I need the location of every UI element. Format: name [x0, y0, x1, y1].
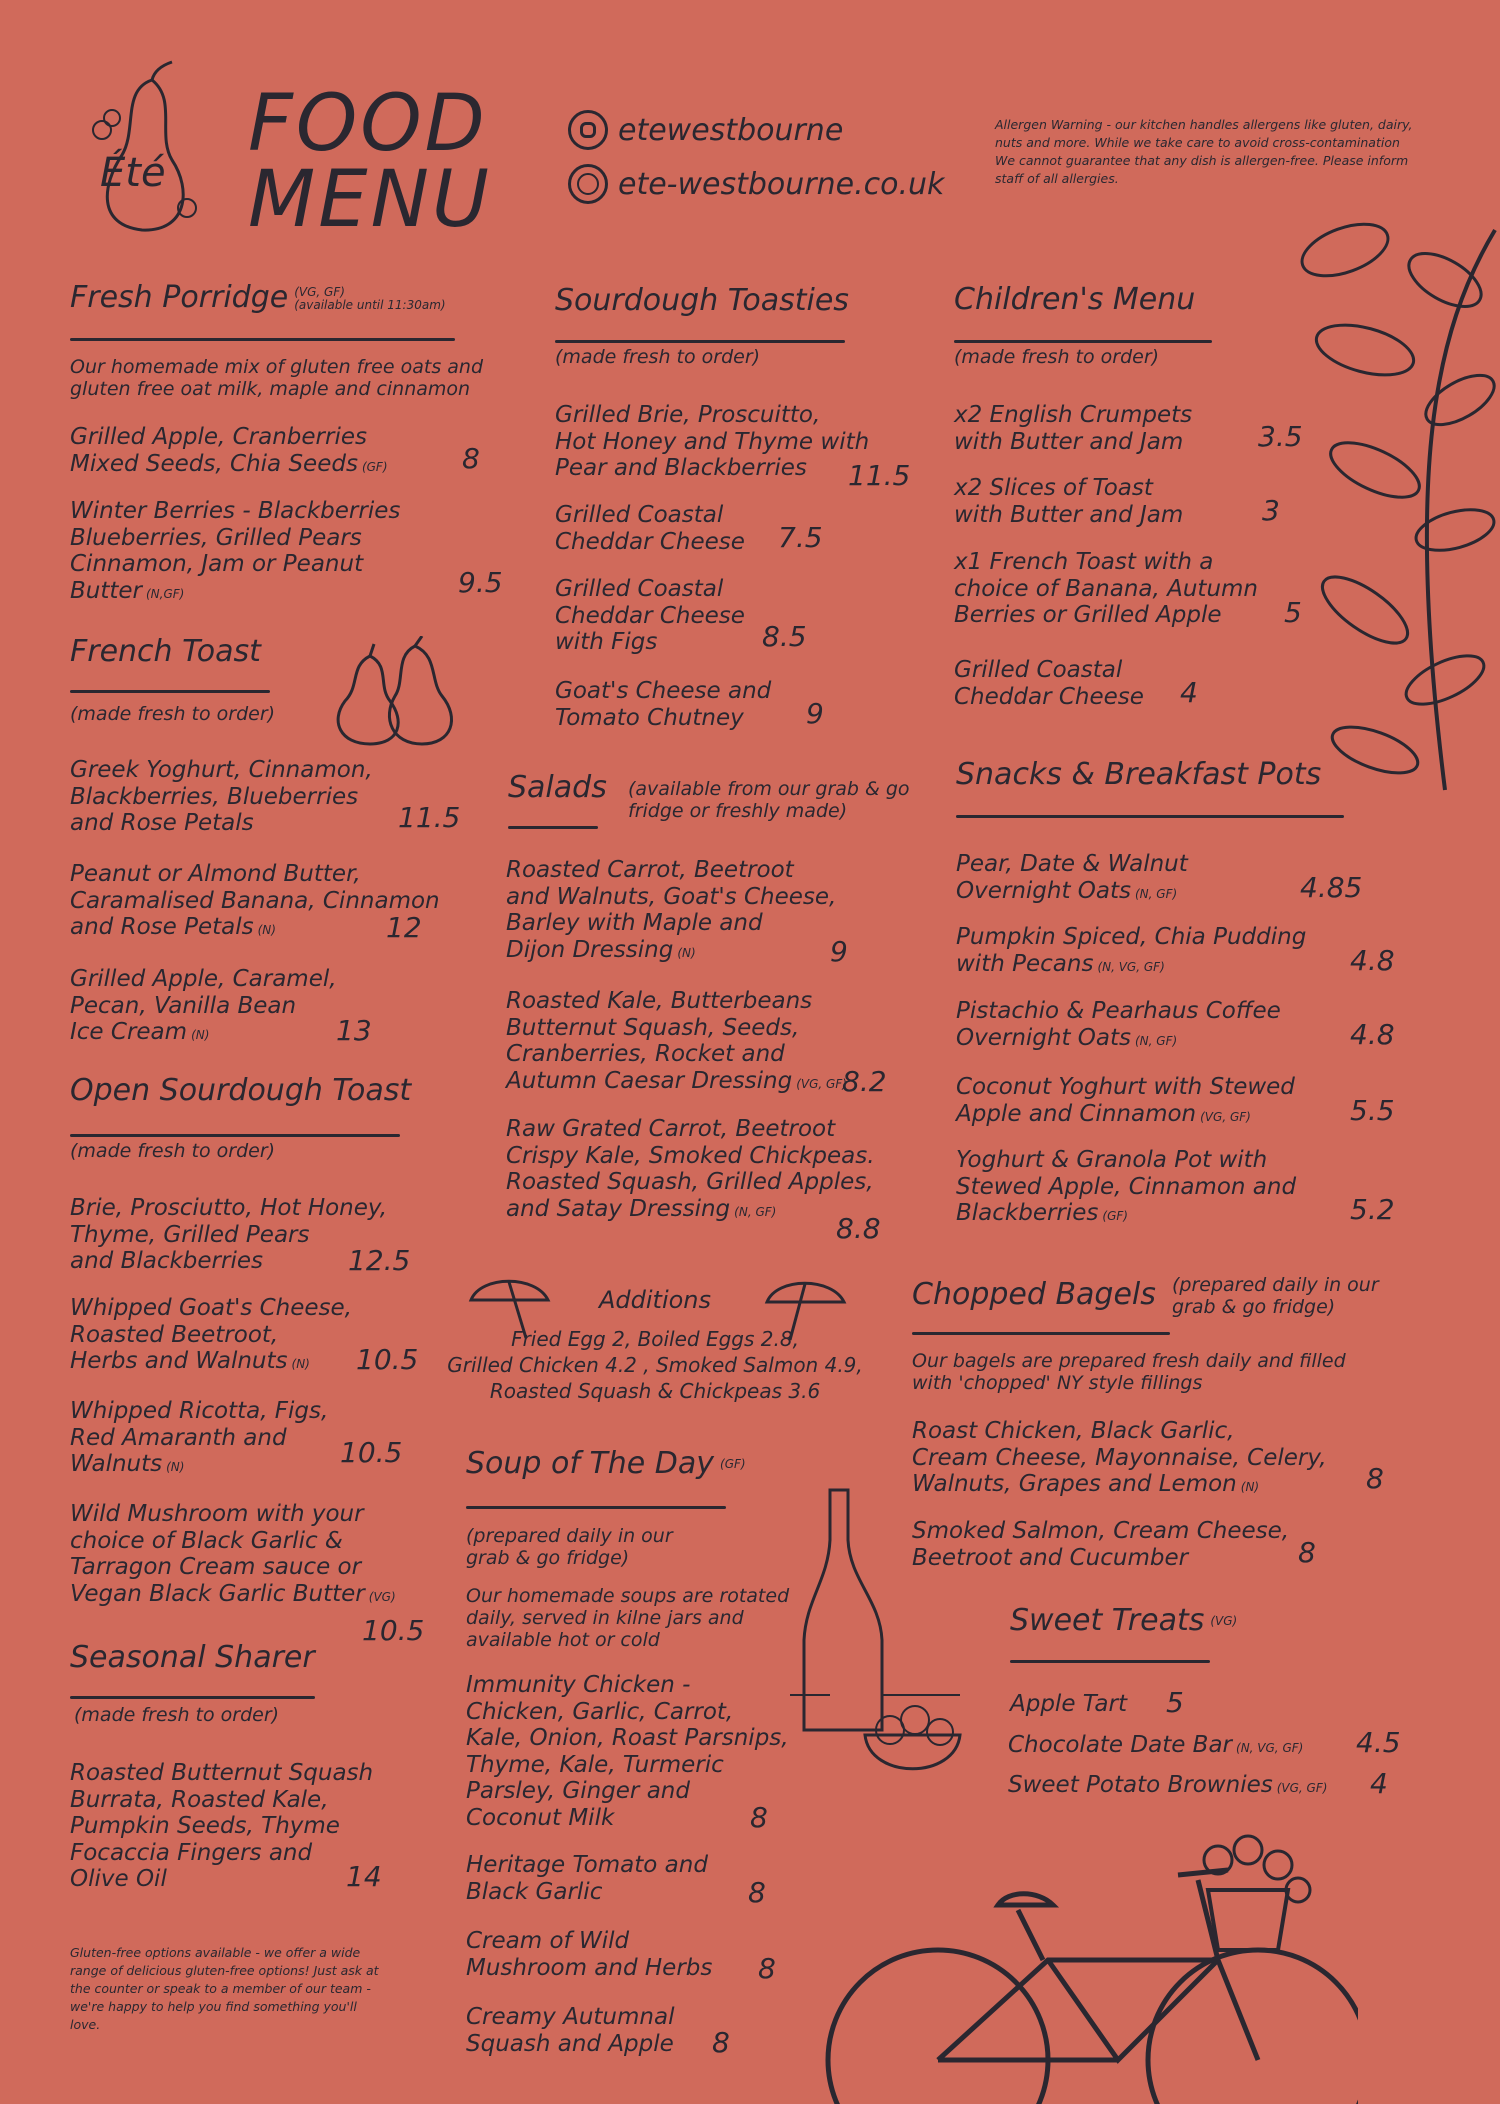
item-price: 8: [750, 1801, 768, 1834]
instagram-icon: [568, 110, 608, 150]
item-price: 9: [806, 697, 824, 730]
item-price: 3.5: [1258, 420, 1303, 453]
children-title: Children's Menu: [954, 282, 1196, 317]
item-price: 8.5: [762, 620, 807, 653]
menu-title-line2: MENU: [248, 155, 493, 245]
soup-note: (prepared daily in our grab & go fridge): [466, 1525, 673, 1569]
salads-note: (available from our grab & go fridge or freshly made): [628, 778, 910, 822]
porridge-availability: (available until 11:30am): [294, 297, 446, 312]
item-price: 5: [1284, 596, 1302, 629]
item-price: 7.5: [778, 521, 823, 554]
open-toast-note: (made fresh to order): [70, 1140, 276, 1162]
item-price: 14: [346, 1860, 382, 1893]
item-price: 8: [1298, 1536, 1316, 1569]
instagram-handle: etewestbourne: [618, 112, 844, 148]
menu-item: x2 English Crumpets with Butter and Jam: [954, 402, 1193, 455]
menu-item: Roasted Butternut Squash Burrata, Roasted Kale, Pumpkin Seeds, Thyme Focaccia Fingers and Olive Oil: [70, 1760, 374, 1892]
item-price: 11.5: [848, 459, 911, 492]
item-price: 12: [386, 911, 422, 944]
menu-item: Smoked Salmon, Cream Cheese, Beetroot and Cucumber: [912, 1518, 1290, 1571]
french-toast-title: French Toast: [70, 634, 261, 669]
item-price: 4.5: [1356, 1726, 1401, 1759]
porridge-diet-tag: (VG, GF): [294, 284, 345, 299]
item-price: 8: [712, 2026, 730, 2059]
pears-illustration-icon: [330, 636, 470, 748]
menu-item: Cream of Wild Mushroom and Herbs: [466, 1928, 713, 1981]
instagram-link[interactable]: [568, 110, 843, 150]
menu-item: Peanut or Almond Butter, Caramalised Banana, Cinnamon and Rose Petals (N): [70, 861, 440, 940]
salads-title: Salads: [508, 770, 607, 805]
item-price: 4: [1370, 1767, 1388, 1800]
menu-item: Pumpkin Spiced, Chia Pudding with Pecans (N, VG, GF): [956, 924, 1307, 977]
menu-item: Yoghurt & Granola Pot with Stewed Apple, Cinnamon and Blackberries (GF): [956, 1147, 1297, 1226]
item-price: 8: [748, 1876, 766, 1909]
additions-line: Roasted Squash & Chickpeas 3.6: [489, 1379, 821, 1403]
children-note: (made fresh to order): [954, 346, 1160, 368]
menu-item: Brie, Prosciutto, Hot Honey, Thyme, Grilled Pears and Blackberries: [70, 1195, 388, 1274]
menu-item: Raw Grated Carrot, Beetroot Crispy Kale, Smoked Chickpeas. Roasted Squash, Grilled Apples, and Satay Dressing (N, GF): [506, 1116, 875, 1222]
french-toast-note: (made fresh to order): [70, 703, 276, 725]
soup-description: Our homemade soups are rotated daily, served in kilne jars and available hot or cold: [466, 1585, 790, 1651]
soup-title: Soup of The Day (GF): [466, 1446, 746, 1481]
menu-item: Sweet Potato Brownies (VG, GF): [1008, 1772, 1328, 1798]
menu-item: Whipped Ricotta, Figs, Red Amaranth and Walnuts (N): [70, 1398, 329, 1477]
item-price: 4: [1180, 676, 1198, 709]
menu-item: Greek Yoghurt, Cinnamon, Blackberries, Blueberries and Rose Petals: [70, 757, 373, 836]
item-price: 4.8: [1350, 944, 1395, 977]
divider: [1010, 1660, 1210, 1663]
menu-item: x2 Slices of Toast with Butter and Jam: [954, 475, 1184, 528]
bicycle-flowers-illustration-icon: [818, 1830, 1358, 2104]
website-link[interactable]: [568, 164, 944, 204]
menu-item: Grilled Coastal Cheddar Cheese with Figs: [555, 576, 745, 655]
leaves-decoration-icon: [1285, 210, 1500, 810]
divider: [954, 340, 1212, 343]
item-price: 3: [1262, 494, 1280, 527]
menu-item: Coconut Yoghurt with Stewed Apple and Cinnamon (VG, GF): [956, 1074, 1295, 1127]
item-price: 9.5: [458, 566, 503, 599]
menu-item: Whipped Goat's Cheese, Roasted Beetroot, Herbs and Walnuts (N): [70, 1295, 352, 1374]
menu-item: Immunity Chicken - Chicken, Garlic, Carrot, Kale, Onion, Roast Parsnips, Thyme, Kale, Turmeric Parsley, Ginger and Coconut Milk: [466, 1672, 789, 1831]
gluten-free-note: Gluten-free options available - we offer a wide range of delicious gluten-free options! Just ask at the counter or speak to a member of our team - we're happy to help you find something you'll love.: [70, 1945, 379, 2032]
menu-title-line1: FOOD: [248, 79, 488, 169]
menu-item: Grilled Apple, Cranberries Mixed Seeds, Chia Seeds (GF): [70, 424, 388, 477]
menu-item: Winter Berries - Blackberries Blueberries, Grilled Pears Cinnamon, Jam or Peanut Butter (N,GF): [70, 498, 401, 604]
item-price: 10.5: [362, 1614, 425, 1647]
open-toast-title: Open Sourdough Toast: [70, 1073, 412, 1108]
additions-line: Grilled Chicken 4.2 , Smoked Salmon 4.9,: [447, 1353, 863, 1377]
item-price: 12.5: [348, 1244, 411, 1277]
item-price: 8: [758, 1952, 776, 1985]
item-price: 8: [462, 442, 480, 475]
snacks-title: Snacks & Breakfast Pots: [956, 757, 1322, 792]
sweet-title: Sweet Treats (VG): [1010, 1603, 1238, 1638]
divider: [508, 826, 598, 829]
item-price: 10.5: [340, 1436, 403, 1469]
menu-item: Roasted Kale, Butterbeans Butternut Squash, Seeds, Cranberries, Rocket and Autumn Caesar Dressing (VG, GF): [506, 988, 847, 1094]
menu-item: Grilled Brie, Proscuitto, Hot Honey and Thyme with Pear and Blackberries: [555, 402, 870, 481]
item-price: 8: [1366, 1462, 1384, 1495]
item-price: 5: [1166, 1686, 1184, 1719]
additions-line: Fried Egg 2, Boiled Eggs 2.8,: [511, 1327, 799, 1351]
item-price: 8.2: [842, 1065, 887, 1098]
menu-item: Roast Chicken, Black Garlic, Cream Cheese, Mayonnaise, Celery, Walnuts, Grapes and Lemon (N): [912, 1418, 1327, 1497]
menu-item: x1 French Toast with a choice of Banana, Autumn Berries or Grilled Apple: [954, 549, 1258, 628]
item-price: 11.5: [398, 801, 461, 834]
toasties-note: (made fresh to order): [555, 346, 761, 368]
divider: [555, 340, 845, 343]
divider: [70, 338, 455, 341]
divider: [70, 1696, 315, 1699]
menu-item: Grilled Apple, Caramel, Pecan, Vanilla Bean Ice Cream (N): [70, 966, 337, 1045]
sharer-note: (made fresh to order): [74, 1704, 280, 1726]
divider: [912, 1332, 1170, 1335]
website-url: ete-westbourne.co.uk: [618, 166, 945, 202]
divider: [70, 1134, 400, 1137]
menu-item: Pistachio & Pearhaus Coffee Overnight Oats (N, GF): [956, 998, 1281, 1051]
menu-item: Grilled Coastal Cheddar Cheese: [555, 502, 745, 555]
item-price: 4.85: [1300, 871, 1363, 904]
menu-item: Heritage Tomato and Black Garlic: [466, 1852, 708, 1905]
menu-item: Goat's Cheese and Tomato Chutney: [555, 678, 772, 731]
menu-item: Creamy Autumnal Squash and Apple: [466, 2004, 675, 2057]
porridge-note: Our homemade mix of gluten free oats and gluten free oat milk, maple and cinnamon: [70, 356, 483, 400]
divider: [466, 1506, 726, 1509]
item-price: 5.2: [1350, 1193, 1395, 1226]
menu-item: Apple Tart: [1010, 1691, 1127, 1717]
divider: [70, 690, 270, 693]
globe-icon: [568, 164, 608, 204]
bagels-title: Chopped Bagels: [912, 1277, 1156, 1312]
menu-item: Chocolate Date Bar (N, VG, GF): [1008, 1732, 1304, 1758]
bagels-note: (prepared daily in our grab & go fridge): [1172, 1274, 1379, 1318]
menu-item: Pear, Date & Walnut Overnight Oats (N, GF): [956, 851, 1188, 904]
sharer-title: Seasonal Sharer: [70, 1640, 315, 1675]
additions-title: Additions: [598, 1286, 712, 1314]
item-price: 4.8: [1350, 1018, 1395, 1051]
divider: [956, 815, 1344, 818]
item-price: 8.8: [836, 1212, 881, 1245]
item-price: 9: [830, 935, 848, 968]
menu-item: Wild Mushroom with your choice of Black Garlic & Tarragon Cream sauce or Vegan Black Garlic Butter (VG): [70, 1501, 396, 1607]
porridge-title: Fresh Porridge (VG, GF) (available until 11:30am): [70, 280, 446, 315]
additions-list: [440, 1326, 870, 1404]
bagels-description: Our bagels are prepared fresh daily and filled with 'chopped' NY style fillings: [912, 1350, 1346, 1394]
item-price: 13: [336, 1014, 372, 1047]
menu-item: Grilled Coastal Cheddar Cheese: [954, 657, 1144, 710]
menu-item: Roasted Carrot, Beetroot and Walnuts, Goat's Cheese, Barley with Maple and Dijon Dressing (N): [506, 857, 837, 963]
allergen-warning: Allergen Warning - our kitchen handles allergens like gluten, dairy, nuts and more. While we take care to avoid cross-contamination We cannot guarantee that any dish is allergen-free. Please inform staff of all allergies.: [995, 117, 1413, 186]
item-price: 10.5: [356, 1343, 419, 1376]
logo-text: Été: [100, 150, 166, 196]
item-price: 5.5: [1350, 1094, 1395, 1127]
toasties-title: Sourdough Toasties: [555, 283, 849, 318]
